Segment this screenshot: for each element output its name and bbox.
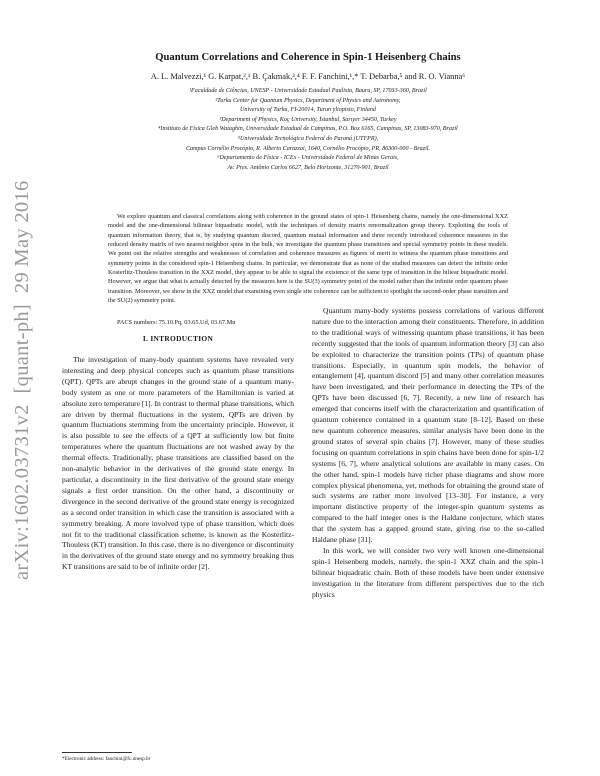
left-text-column xyxy=(62,355,294,573)
footnote-email: *Electronic address: fanchini@fc.unesp.br xyxy=(62,756,151,762)
affiliation-line: ¹Faculdade de Ciências, UNESP - Universidade Estadual Paulista, Bauru, SP, 17033-360, Brazil xyxy=(189,88,427,94)
affiliation-line: ³Department of Physics, Koç University, İstanbul, Sarıyer 34450, Turkey xyxy=(219,116,397,123)
abstract xyxy=(108,212,508,305)
arxiv-category: [quant-ph] xyxy=(11,303,33,394)
section-heading-introduction: I. INTRODUCTION xyxy=(142,334,214,343)
pacs-numbers: PACS numbers: 75.10.Pq, 03.65.Ud, 03.67.Mn xyxy=(117,319,236,326)
arxiv-margin-identifier xyxy=(0,0,44,580)
author-list: A. L. Malvezzi,¹ G. Karpat,²,¹ B. Çakmak,³,⁴ F. F. Fanchini,¹,* T. Debarba,⁵ and R. O. Vianna⁶ xyxy=(150,72,466,81)
footnote-divider xyxy=(62,752,132,753)
affiliation-line: ⁴Instituto de Física Gleb Wataghin, Universidade Estadual de Campinas, P.O. Box 6165, Campinas, SP, 13083-970, Brazil xyxy=(158,126,458,133)
affiliation-line: ²Turku Center for Quantum Physics, Department of Physics and Astronomy, xyxy=(215,97,401,104)
arxiv-id-text: arXiv:1602.03731v2 xyxy=(11,404,33,580)
abstract-text: We explore quantum and classical correlations along with coherence in the ground states of spin-1 Heisenberg chains, namely the one-dimensional XXZ model and the one-dimensional bilinear biquadratic model, with the techniques of density matrix renormalization group theory. Exploiting the tools of quantum information theory, that is, by studying quantum discord, quantum mutual information and three recently introduced coherence measures in the reduced density matrix of two nearest neighbor spins in the bulk, we investigate the quantum phase transitions and special symmetry points in these models. We point out the relative strengths and weaknesses of correlation and coherence measures as figures of merit to witness the quantum phase transitions and symmetry points in the considered spin-1 Heisenberg chains. In particular, we demonstrate that as none of the studied measures can detect the infinite order Kosterlitz-Thouless transition in the XXZ model, they appear to be able to signal the existence of the same type of transition in the biliear biquadratic model. However, we argue that what is actually detected by the measures here is the SU(3) symmetry point of the model rather than the infinite order quantum phase transition. Moreover, we show in the XXZ model that examining even single site coherence can be sufficient to spotlight the second-order phase transition and the SU(2) symmetry point. xyxy=(108,213,508,305)
right-text-column xyxy=(312,306,544,600)
affiliation-list xyxy=(60,87,556,173)
body-paragraph: The investigation of many-body quantum systems have revealed very interesting and deep physical concepts such as quantum phase transitions (QPT). QPTs are abrupt changes in the ground state of a quantum many-body system as one or more parameters of the Hamiltonian is varied at absolute zero temperature [1]. In contrast to thermal phase transitions, which are driven by thermal fluctuations in the system, QPTs are driven by quantum fluctuations stemming from the uncertainty principle. However, it is also possible to see the effects of a QPT at sufficiently low but finite temperatures where the quantum fluctuations are not washed away by the thermal effects. Traditionally, phase transitions are classified based on the non-analytic behavior in the derivatives of the ground state energy. In particular, a discontinuity in the first derivative of the ground state energy signals a first order transition. On the other hand, a discontinuity or divergence in the second derivative of the ground state energy is recognized as a second order transition in which case the transition is associated with a symmetry breaking. A more involved type of phase transition, which does not fit to the traditional classification scheme, is known as the Kosterlitz-Thouless (KT) transition. In this case, there is no divergence or discontinuity in the derivatives of the ground state energy and no symmetry breaking thus KT transitions are said to be of infinite order [2]. xyxy=(62,355,294,572)
affiliation-line: Av. Pres. Antônio Carlos 6627, Belo Horizonte, 31270-901, Brazil xyxy=(227,164,389,171)
affiliation-line: ⁵Universidade Tecnológica Federal do Paraná (UTFPR), xyxy=(237,135,379,142)
affiliation-line: Campus Cornélio Procópio, R. Alberto Carazzai, 1640, Cornélio Procópio, PR, 86300-000 - Brazil. xyxy=(185,145,431,152)
paper-title: Quantum Correlations and Coherence in Spin-1 Heisenberg Chains xyxy=(155,52,461,63)
body-paragraph: In this work, we will consider two very well known one-dimensional spin-1 Heisenberg models, namely, the spin-1 XXZ chain and the spin-1 bilinear biquadratic chain. Both of these models have been under extensive investigation in the literature from different perspectives due to the rich physics xyxy=(312,545,544,599)
affiliation-line: University of Turku, FI-20014, Turun yliopisto, Finland xyxy=(240,107,376,114)
affiliation-line: ⁶Departamento de Física - ICEx - Universidade Federal de Minas Gerais, xyxy=(217,155,399,162)
body-paragraph: Quantum many-body systems possess correlations of various different nature due to the interaction among their constituents. Therefore, in addition to the traditional ways of witnessing quantum phase transitions, it has been recently suggested that the tools of quantum information theory [3] can also be exploited to characterize the transition points (TPs) of quantum phase transitions. Especially, in quantum spin models, the behavior of entanglement [4], quantum discord [5] and many other correlation measures have been investigated, and their performance in detecting the TPs of the QPTs have been discussed [6, 7]. Recently, a new line of research has emerged that concerns itself with the characterization and quantification of quantum coherence contained in a quantum state [8–12]. Based on these new quantum coherence measures, similar analysis have been done in the ground states of several spin chains [7]. However, many of these studies focusing on quantum correlations in spin chains have been done for spin-1/2 systems [6, 7], where analytical solutions are available in many cases. On the other hand, spin-1 models have richer phase diagrams and show more complex physical phenomena, yet, methods for obtaining the ground state of such systems are rather more involved [13–30]. For instance, a very important distinctive property of the integer-spin quantum systems as compared to the half integer ones is the Haldane conjecture, which states that the system has a gapped ground state, giving rise to the so-called Haldane phase [31]. xyxy=(312,306,544,545)
arxiv-date: 29 May 2016 xyxy=(11,180,33,294)
